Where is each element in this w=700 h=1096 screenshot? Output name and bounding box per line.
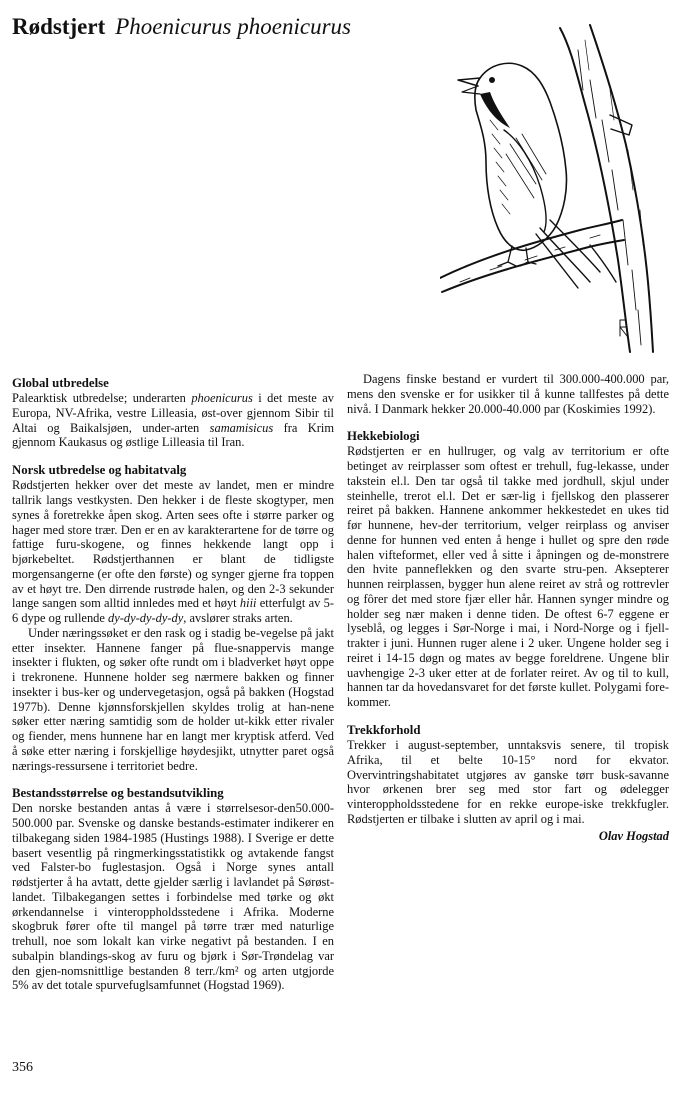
norway-paragraph-2: Under næringssøket er den rask og i stadig be-vegelse på jakt etter insekter. Hannene fanger på flue-snappervis mange insekter i flukten, og søker ofte rundt om i bladverket høyt oppe i trekronene. Hunnene holder seg nærmere bakken og finner insekter i bus-ker og undervegetasjon, også på bakken (Hogstad 1977b). Denne kjønnsforskjellen skyldes trolig at han-nene søker etter næring samtidig som de holder ut-kikk etter rivaler og fiender, mens hunnene har en langt mer kryptisk atferd. Ved å søke etter næring i forskjellige høydesjikt, utnytter paret også nærings-ressursene i territoriet bedre. [12, 625, 334, 773]
author-signature: Olav Hogstad [598, 828, 669, 843]
population-paragraph-1: Den norske bestanden antas å være i størrelsesor-den50.000-500.000 par. Svenske og danske bestands-estimater indikerer en tilbakegang siden 1984-1985 (Hustings 1988). I Sverige er dette basert vesentlig på ringmerkingsstatistikk og avtakende fangst ved Falster-bo fuglestasjon. Også i Norge synes antall rødstjerter å ha avtatt, dette gjelder særlig i lavlandet på Sørøst-landet. Tilbakegangen settes i forbindelse med tørke og økt ørkendannelse i vinteroppholdsstedene i Afrika. Moderne skogbruk fører ofte til mangel på tørre trær med naturlige trehull, noe som lokalt kan virke negativt på bestanden. I en subalpin blandings-skog av furu og bjørk i Sør-Trøndelag var den gjen-nomsnittlige bestanden 8 terr./km² og arten utgjorde 5% av det totale spurvefuglsamfunnet (Hogstad 1969). [12, 801, 334, 993]
global-paragraph: Palearktisk utbredelse; underarten phoenicurus i det meste av Europa, NV-Afrika, vestre Lilleasia, øst-over gjennom Sibir til Altai og Baikalsjøen, under-arten samamisicus fra Krim gjennom Kaukasus og østlige Lilleasia til Iran. [12, 391, 334, 450]
norway-paragraph-1: Rødstjerten hekker over det meste av landet, men er mindre tallrik langs vestkysten. Den hekker i de fleste skogtyper, men synes å foretrekke åpen skog. Arten sees ofte i større parker og hager med store trær. Den er en av karakterartene for de tørre og fattige furu-skogene, og finnes hekkende langt opp i bjørkebeltet. Rødstjerthannen er blant de tidligste morgensangerne (er ofte den første) og synger gjerne fra toppen av et høyt tre. Den dirrende rustrøde halen, og den 2-3 sekunder lange sangen som alltid innledes med et høyt hiii etterfulgt av 5-6 dype og rullende dy-dy-dy-dy-dy, avslører straks arten. [12, 478, 335, 626]
breeding-paragraph: Rødstjerten er en hullruger, og valg av territorium er ofte betinget av reirplasser som oftest er trehull, fug-lekasse, under takstein el.l. Den tar også til takke med jordhull, skjul under steinhelle, trerot el.l. Det er sær-lig i fjellskog den plasserer reiret på bakken. Hannene ankommer hekkestedet en ukes tid før hunnene, hev-der territorium, velger reirplass og anviser denne for hunnen ved enten å henge i hullet og spre den røde halen vifteformet, eller ved å sitte i åpningen og de-monstrere den hvite panneflekken og den svarte stru-pen. Aksepterer hunnen reirplassen, bygger hun alene reiret av strå og rottrevler og fôrer det med store fjær eller hår. Hannen synger mindre og holder seg nær maken i denne tiden. De oftest 6-7 eggene er lyseblå, og legges i Sør-Norge i mai, i Nord-Norge og i fjell-trakter i juni. Hunnen ruger alene i 2 uker. Ungene holder seg i reiret i 14-15 døgn og mates av begge foreldrene. Ungene blir uavhengige 2-3 uker etter at de forlater reiret. Av og til to kull, hannen tar da hovedansvaret for det første kullet. Polygami fore-kommer. [347, 444, 669, 710]
migration-paragraph: Trekker i august-september, unntaksvis senere, til tropisk Afrika, til et belte 10-15° nord for ekvator. Overvintringshabitatet utgjøres av ganske tørr busk-savanne hvor ørkenen brer seg med stor fart og ødelegger vinteroppholdsstedene for en rekke europe-iske trekkfugler. Rødstjerten er tilbake i slutten av april og i mai. [347, 738, 669, 826]
species-title [12, 14, 351, 40]
section-heading-population: Bestandsstørrelse og bestandsutvikling [12, 786, 224, 801]
common-name: Rødstjert [12, 14, 106, 39]
text-column-left [12, 376, 334, 993]
section-heading-norway: Norsk utbredelse og habitatvalg [12, 463, 187, 478]
text-column-right [347, 372, 669, 843]
section-heading-global: Global utbredelse [12, 376, 109, 390]
population-paragraph-2: Dagens finske bestand er vurdert til 300.000-400.000 par, mens den svenske er for usikker til å kunne tallfestes på dette nivå. I Danmark hekker 20.000-40.000 par (Koskimies 1992). [347, 372, 669, 416]
section-heading-breeding: Hekkebiologi [347, 429, 420, 444]
redstart-bird-drawing-icon [440, 20, 655, 355]
latin-name: Phoenicurus phoenicurus [115, 14, 351, 39]
section-heading-migration: Trekkforhold [347, 722, 421, 737]
page-number: 356 [12, 1060, 33, 1075]
